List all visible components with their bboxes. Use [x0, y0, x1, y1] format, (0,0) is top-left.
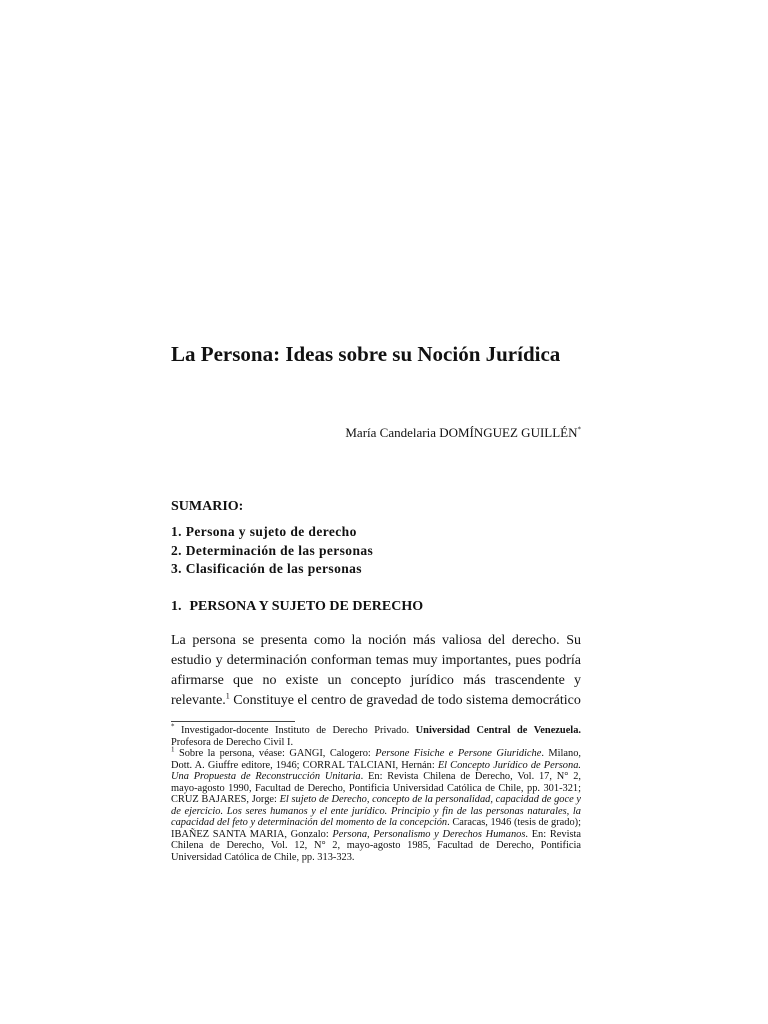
footnote-citation-title: Persona, Personalismo y Derechos Humanos	[332, 828, 526, 840]
author-line	[171, 425, 581, 441]
sumario-heading: SUMARIO:	[171, 499, 244, 514]
footnote-marker: 1	[171, 745, 175, 754]
footnote-text: . En: Revista Chilena de Derecho, Vol. 12, N° 2, mayo-agosto 1985, Facultad de Derecho, Pontificia Universidad Católica de Chile, pp. 313-323.	[171, 828, 581, 863]
footnote-reference: 1	[225, 691, 230, 701]
section-title: PERSONA Y SUJETO DE DERECHO	[189, 599, 424, 614]
footnote-marker: *	[171, 722, 175, 731]
paragraph-text-continued: Constituye el centro de gravedad de todo sistema democrático	[229, 693, 581, 708]
footnote-divider	[171, 721, 295, 722]
footnotes	[171, 722, 582, 863]
paragraph-text: La persona se presenta como la noción más valiosa del derecho. Su estudio y determinación conforman temas muy importantes, pues podría afirmarse que no existe un concepto jurídico más trascendente y relevante.	[171, 633, 581, 708]
footnote-text: Profesora de Derecho Civil I.	[171, 736, 294, 748]
footnote-citation-title: Persone Fisiche e Persone Giuridiche	[375, 748, 542, 759]
footnote-text: . Caracas, 1946 (tesis de grado); IBAÑEZ SANTA MARIA, Gonzalo:	[171, 817, 582, 840]
section-number: 1.	[171, 599, 182, 614]
footnote-citation-title: El Concepto Jurídico de Persona. Una Propuesta de Reconstrucción Unitaria	[171, 759, 581, 782]
body-paragraph	[171, 631, 581, 711]
sumario-item: 3. Clasificación de las personas	[171, 561, 362, 576]
footnote-author	[171, 722, 581, 748]
sumario-item: 2. Determinación de las personas	[171, 542, 374, 558]
footnote-text: . Milano, Dott. A. Giuffre editore, 1946; CORRAL TALCIANI, Hernán:	[171, 748, 582, 771]
footnote-1	[171, 745, 582, 863]
footnote-citation-title: El sujeto de Derecho, concepto de la personalidad, capacidad de goce y de ejercicio. Los seres humanos y el ente jurídico. Principio y fin de las personas naturales, la capacidad del feto y determinación del momento de la concepción	[171, 794, 581, 828]
author-footnote-marker: *	[577, 425, 581, 434]
page-title: La Persona: Ideas sobre su Noción Jurídica	[171, 342, 561, 366]
footnote-text: Sobre la persona, véase: GANGI, Calogero:	[174, 748, 376, 759]
footnote-text: . En: Revista Chilena de Derecho, Vol. 17, N° 2, mayo-agosto 1990, Facultad de Derecho, Pontificia Universidad Católica de Chile, pp. 301-321; CRUZ BAJARES, Jorge:	[171, 771, 581, 805]
sumario-list	[171, 523, 373, 579]
footnote-institution: Universidad Central de Venezuela.	[415, 725, 581, 736]
sumario-item: 1. Persona y sujeto de derecho	[171, 524, 357, 539]
section-heading	[171, 599, 423, 615]
author-name: María Candelaria DOMÍNGUEZ GUILLÉN	[345, 425, 578, 440]
footnote-text: Investigador-docente Instituto de Derecho Privado.	[174, 725, 416, 736]
